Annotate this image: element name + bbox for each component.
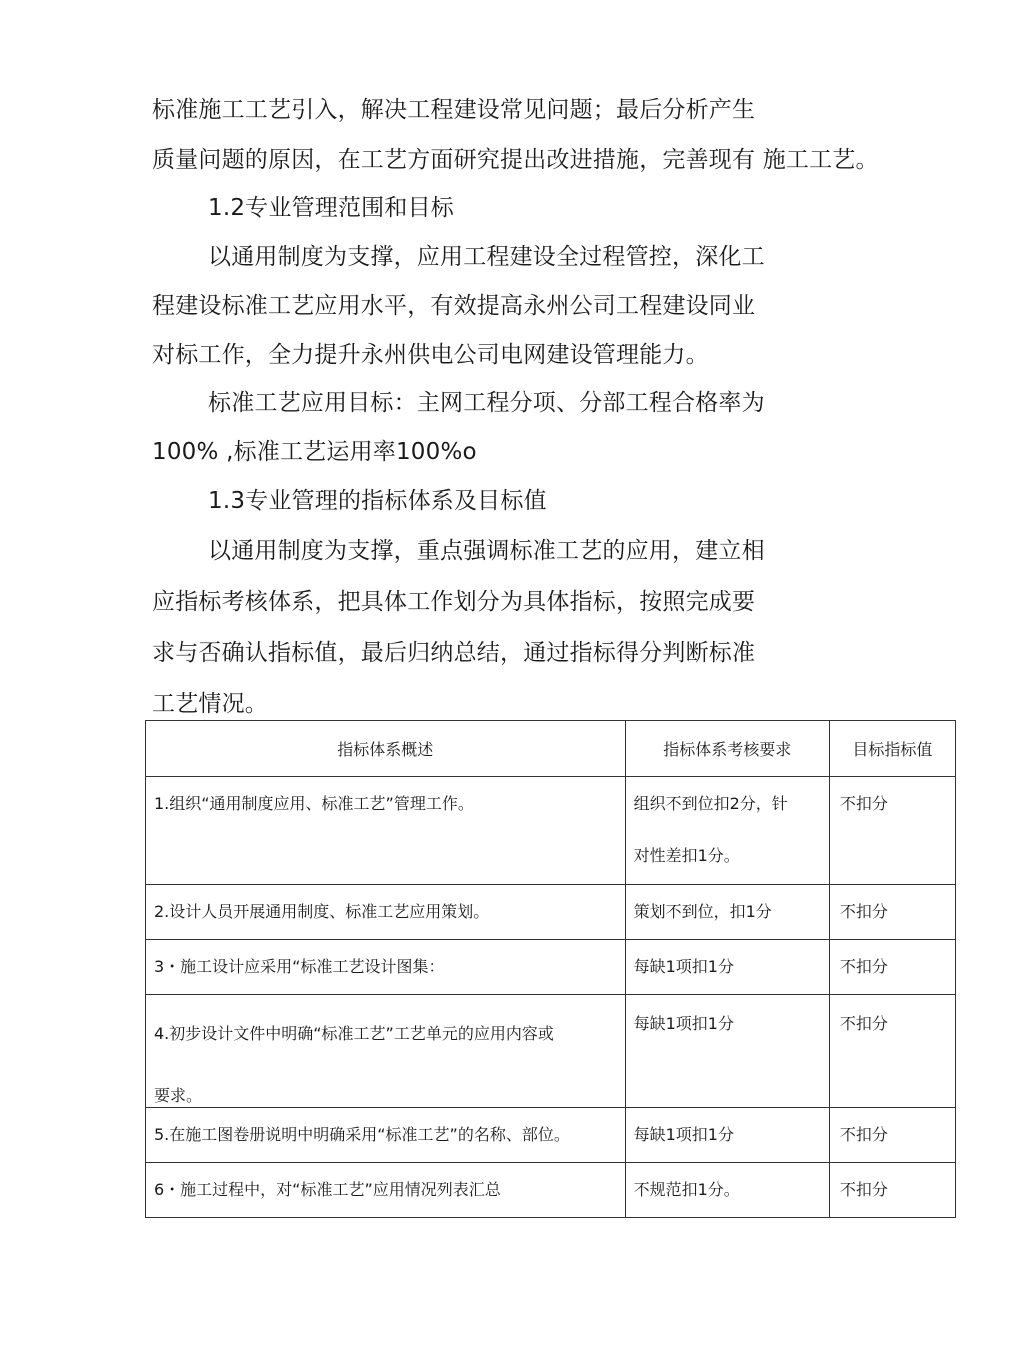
- cell-requirement: [625, 1108, 829, 1163]
- index-system-table: [145, 720, 956, 1218]
- cell-text: 不扣分: [839, 957, 888, 976]
- cell-text: 3・施工设计应采用“标准工艺设计图集：: [154, 957, 445, 976]
- paragraph-line: 标准施工工艺引入，解决工程建设常见问题；最后分析产生: [152, 97, 756, 123]
- cell-target: [829, 995, 955, 1108]
- cell-text: 不规范扣1分。: [633, 1180, 740, 1199]
- cell-text: 组织不到位扣2分，针: [633, 794, 788, 813]
- cell-text: 不扣分: [839, 1180, 888, 1199]
- paragraph-line: 对标工作，全力提升永州供电公司电网建设管理能力。: [152, 342, 709, 368]
- cell-text: 5.在施工图卷册说明中明确采用“标准工艺”的名称、部位。: [154, 1125, 570, 1144]
- cell-text: 每缺1项扣1分: [633, 1014, 734, 1033]
- paragraph-line: 以通用制度为支撑，应用工程建设全过程管控，深化工: [208, 244, 765, 270]
- cell-text: 每缺1项扣1分: [633, 957, 734, 976]
- table-row: [146, 940, 956, 995]
- cell-text: 要求。: [154, 1086, 203, 1105]
- cell-overview: [146, 1108, 626, 1163]
- paragraph-line: 应指标考核体系，把具体工作划分为具体指标，按照完成要: [152, 589, 756, 615]
- section-heading-1-2: 1.2专业管理范围和目标: [208, 195, 454, 221]
- table-row: [146, 1108, 956, 1163]
- cell-text: 6・施工过程中，对“标准工艺”应用情况列表汇总: [154, 1180, 501, 1199]
- cell-overview: [146, 940, 626, 995]
- cell-text: 对性差扣1分。: [633, 846, 740, 865]
- cell-requirement: [625, 885, 829, 940]
- cell-text: 2.设计人员开展通用制度、标准工艺应用策划。: [154, 902, 490, 921]
- paragraph-line: 求与否确认指标值，最后归纳总结，通过指标得分判断标准: [152, 640, 756, 666]
- cell-text: 不扣分: [839, 1125, 888, 1144]
- paragraph-line: 100% ,标准工艺运用率100%o: [152, 439, 477, 465]
- cell-requirement: [625, 1163, 829, 1218]
- cell-overview: [146, 777, 626, 885]
- table-body: [146, 777, 956, 1218]
- cell-requirement: [625, 940, 829, 995]
- cell-text: 1.组织“通用制度应用、标准工艺”管理工作。: [154, 794, 474, 813]
- cell-target: [829, 1108, 955, 1163]
- cell-overview: [146, 1163, 626, 1218]
- cell-text: 不扣分: [839, 1014, 888, 1033]
- cell-text: 每缺1项扣1分: [633, 1125, 734, 1144]
- paragraph-line: 质量问题的原因，在工艺方面研究提出改进措施，完善现有 施工工艺。: [152, 147, 879, 173]
- paragraph-line: 以通用制度为支撑，重点强调标准工艺的应用，建立相: [208, 538, 765, 564]
- cell-text: 不扣分: [839, 902, 888, 921]
- cell-overview: [146, 885, 626, 940]
- header-target: 目标指标值: [829, 721, 955, 777]
- cell-target: [829, 777, 955, 885]
- cell-target: [829, 1163, 955, 1218]
- cell-target: [829, 940, 955, 995]
- cell-requirement: [625, 777, 829, 885]
- table-header-row: [146, 721, 956, 777]
- table-row: [146, 995, 956, 1108]
- section-heading-1-3: 1.3专业管理的指标体系及目标值: [208, 488, 547, 514]
- cell-requirement: [625, 995, 829, 1108]
- header-requirement: 指标体系考核要求: [625, 721, 829, 777]
- paragraph-line: 程建设标准工艺应用水平，有效提高永州公司工程建设同业: [152, 293, 756, 319]
- cell-text: 策划不到位，扣1分: [633, 902, 772, 921]
- paragraph-line: 标准工艺应用目标：主网工程分项、分部工程合格率为: [208, 390, 765, 416]
- table-row: [146, 1163, 956, 1218]
- table-row: [146, 885, 956, 940]
- header-overview: 指标体系概述: [146, 721, 626, 777]
- cell-text: 不扣分: [839, 794, 888, 813]
- table-row: [146, 777, 956, 885]
- paragraph-line: 工艺情况。: [152, 691, 268, 717]
- cell-target: [829, 885, 955, 940]
- cell-text: 4.初步设计文件中明确“标准工艺”工艺单元的应用内容或: [154, 1024, 554, 1043]
- cell-overview: [146, 995, 626, 1108]
